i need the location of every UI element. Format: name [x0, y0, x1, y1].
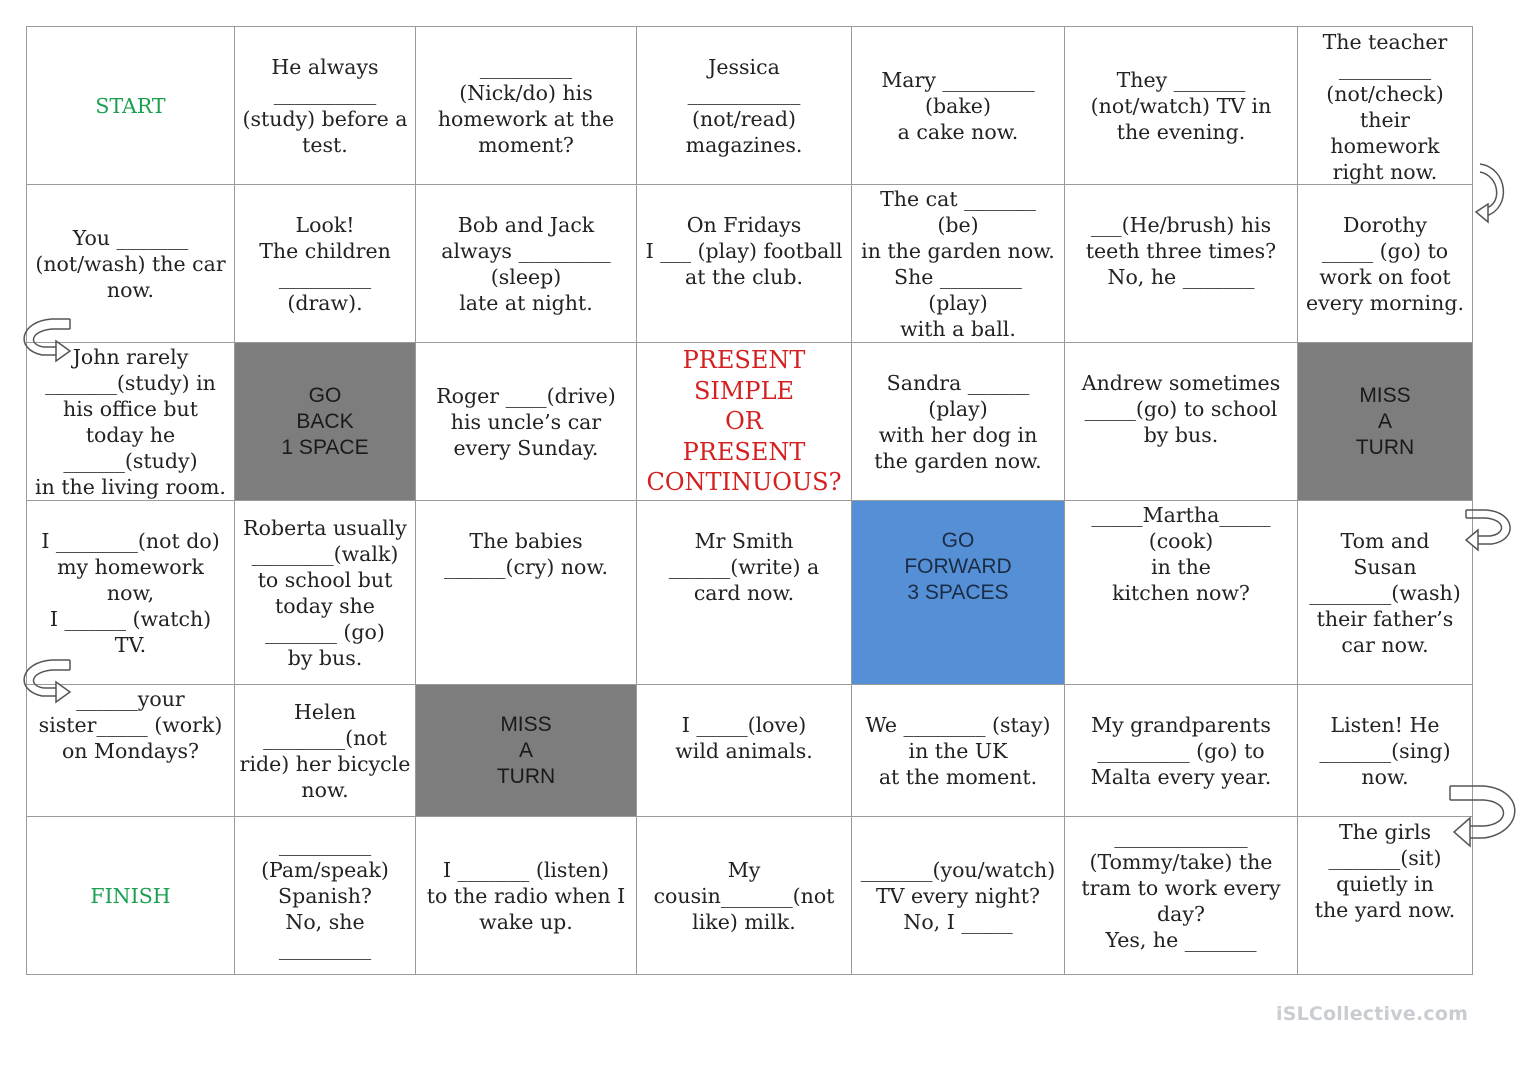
board-cell: _____Martha_____ (cook) in the kitchen now?	[1064, 500, 1298, 685]
curved-arrow-right-down-icon	[1474, 160, 1514, 230]
board-title: PRESENT SIMPLE OR PRESENT CONTINUOUS?	[636, 342, 852, 501]
curved-arrow-left-down-icon	[12, 315, 74, 373]
board-cell: _________ (Pam/speak) Spanish? No, she _________	[234, 816, 416, 975]
board-cell: I _______ (listen) to the radio when I wake up.	[415, 816, 637, 975]
board-cell: ___(He/brush) his teeth three times? No, he _______	[1064, 184, 1298, 343]
curved-arrow-left-down-icon	[12, 656, 74, 714]
board-cell: _______(you/watch) TV every night? No, I _____	[851, 816, 1065, 975]
watermark: iSLCollective.com	[1276, 1003, 1469, 1025]
board-cell: I _____(love) wild animals.	[636, 684, 852, 817]
go-forward-cell: GO FORWARD 3 SPACES	[851, 500, 1065, 685]
board-cell: Helen ________(not ride) her bicycle now.	[234, 684, 416, 817]
board-cell: _________ (Nick/do) his homework at the moment?	[415, 26, 637, 185]
board-cell: Mary _________ (bake) a cake now.	[851, 26, 1065, 185]
board-cell: We ________ (stay) in the UK at the moment.	[851, 684, 1065, 817]
go-back-cell: GO BACK 1 SPACE	[234, 342, 416, 501]
board-cell: Andrew sometimes _____(go) to school by bus.	[1064, 342, 1298, 501]
board-cell: My cousin_______(not like) milk.	[636, 816, 852, 975]
board-cell: Roger ____(drive) his uncle’s car every Sunday.	[415, 342, 637, 501]
board-cell: The cat _______ (be) in the garden now. She ________ (play) with a ball.	[851, 184, 1065, 343]
board-cell: Sandra ______ (play) with her dog in the garden now.	[851, 342, 1065, 501]
board-cell: John rarely _______(study) in his office but today he ______(study) in the living room.	[26, 342, 235, 501]
board-cell: I ________(not do) my homework now, I ______ (watch) TV.	[26, 500, 235, 685]
board-cell: The teacher _________ (not/check) their homework right now.	[1297, 26, 1473, 185]
finish-cell: FINISH	[26, 816, 235, 975]
start-cell: START	[26, 26, 235, 185]
board-cell: Jessica ___________ (not/read) magazines.	[636, 26, 852, 185]
curved-arrow-right-down-icon	[1444, 782, 1524, 856]
board-cell: Mr Smith ______(write) a card now.	[636, 500, 852, 685]
miss-turn-cell: MISS A TURN	[415, 684, 637, 817]
board-cell: Roberta usually ________(walk) to school but today she _______ (go) by bus.	[234, 500, 416, 685]
board-cell: ______your sister_____ (work) on Mondays?	[26, 684, 235, 817]
board-cell: Dorothy _____ (go) to work on foot every morning.	[1297, 184, 1473, 343]
board-cell: Listen! He _______(sing) now.	[1297, 684, 1473, 817]
board-cell: The girls _______(sit) quietly in the yard now.	[1297, 816, 1473, 975]
board-cell: The babies ______(cry) now.	[415, 500, 637, 685]
curved-arrow-right-down-icon	[1462, 506, 1524, 556]
board-cell: Tom and Susan ________(wash) their father’s car now.	[1297, 500, 1473, 685]
board-cell: On Fridays I ___ (play) football at the club.	[636, 184, 852, 343]
board-cell: Bob and Jack always _________ (sleep) late at night.	[415, 184, 637, 343]
miss-turn-cell: MISS A TURN	[1297, 342, 1473, 501]
board-cell: My grandparents _________ (go) to Malta every year.	[1064, 684, 1298, 817]
board-cell: You _______ (not/wash) the car now.	[26, 184, 235, 343]
board-cell: He always __________ (study) before a test.	[234, 26, 416, 185]
board-cell: They _______ (not/watch) TV in the evening.	[1064, 26, 1298, 185]
board-cell: Look! The children _________ (draw).	[234, 184, 416, 343]
board-cell: _____________ (Tommy/take) the tram to work every day? Yes, he _______	[1064, 816, 1298, 975]
